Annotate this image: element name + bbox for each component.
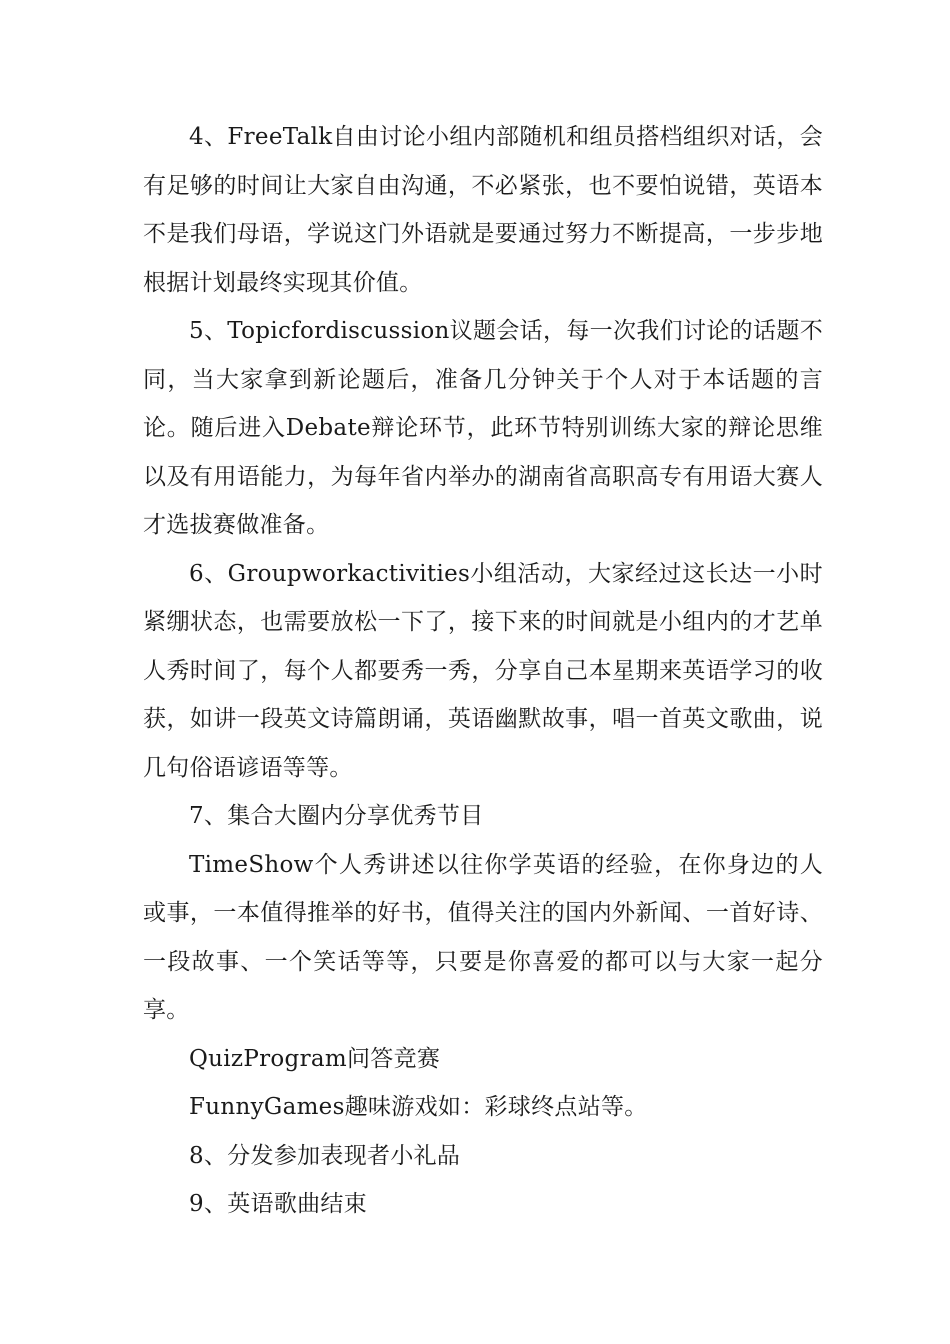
paragraph-ending-song: 9、英语歌曲结束 [189, 1191, 368, 1217]
paragraph-quiz-program: QuizProgram问答竞赛 [189, 1045, 441, 1072]
paragraph-share-programs: 7、集合大圈内分享优秀节目 [189, 803, 484, 829]
paragraph-freetalk: 4、FreeTalk自由讨论小组内部随机和组员搭档组织对话，会有足够的时间让大家自由沟通，不必紧张，也不要怕说错，英语本不是我们母语，学说这门外语就是要通过努力不断提高，一步步地根据计划最终实现其价值。 [143, 124, 823, 296]
paragraph-topic-discussion: 5、Topicfordiscussion议题会话，每一次我们讨论的话题不同，当大家拿到新论题后，准备几分钟关于个人对于本话题的言论。随后进入Debate辩论环节，此环节特别训练大家的辩论思维以及有用语能力，为每年省内举办的湖南省高职高专有用语大赛人才选拔赛做准备。 [143, 318, 823, 538]
paragraph-group-activities: 6、Groupworkactivities小组活动，大家经过这长达一小时紧绷状态，也需要放松一下了，接下来的时间就是小组内的才艺单人秀时间了，每个人都要秀一秀，分享自己本星期来英语学习的收获，如讲一段英文诗篇朗诵，英语幽默故事，唱一首英文歌曲，说几句俗语谚语等等。 [143, 560, 823, 781]
paragraph-timeshow: TimeShow个人秀讲述以往你学英语的经验，在你身边的人或事，一本值得推举的好书，值得关注的国内外新闻、一首好诗、一段故事、一个笑话等等，只要是你喜爱的都可以与大家一起分享。 [143, 851, 823, 1023]
paragraph-funny-games: FunnyGames趣味游戏如：彩球终点站等。 [189, 1094, 648, 1120]
paragraph-gifts: 8、分发参加表现者小礼品 [189, 1142, 461, 1169]
document-body [143, 113, 823, 1229]
